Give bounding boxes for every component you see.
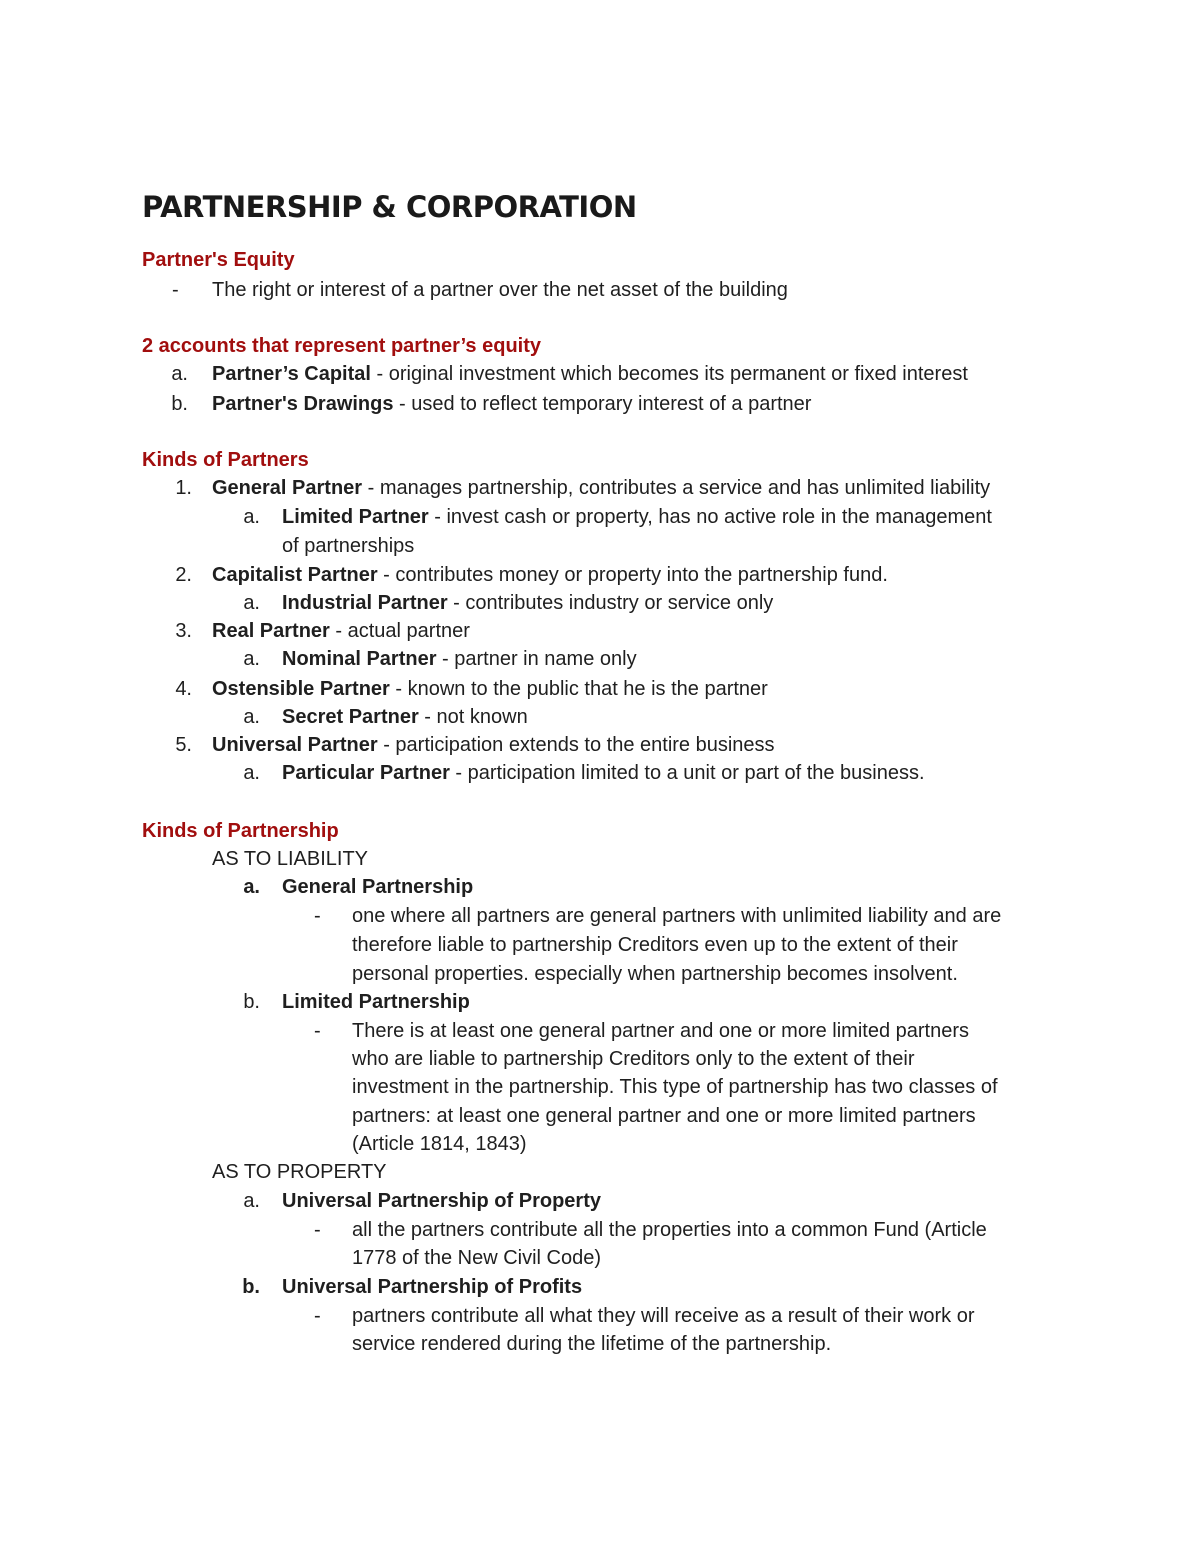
list-bullet: -	[172, 279, 179, 301]
list-marker: 1.	[175, 477, 192, 499]
term: Limited Partner	[282, 506, 429, 528]
list-item-limited-partner	[282, 503, 992, 531]
description: - not known	[418, 706, 528, 728]
list-bullet: -	[314, 1020, 321, 1042]
subsection-label-property: AS TO PROPERTY	[212, 1161, 387, 1183]
term: Real Partner	[212, 620, 330, 642]
section-heading-accounts: 2 accounts that represent partner’s equity	[142, 335, 542, 357]
term: Capitalist Partner	[212, 564, 378, 586]
page-title: PARTNERSHIP & CORPORATION	[142, 190, 637, 224]
description-line: all the partners contribute all the properties into a common Fund (Article	[352, 1219, 987, 1241]
term: Universal Partner	[212, 734, 378, 756]
list-item-general-partnership: General Partnership	[282, 876, 474, 898]
list-item-universal-partner	[212, 731, 775, 759]
list-marker: a.	[243, 1190, 260, 1212]
list-bullet: -	[314, 1305, 321, 1327]
term: Partner’s Capital	[212, 363, 371, 385]
description-continued: of partnerships	[282, 535, 415, 557]
list-marker: a.	[243, 592, 260, 614]
list-marker: 5.	[175, 734, 192, 756]
list-item-general-partner	[212, 474, 990, 502]
list-marker: b.	[242, 1276, 260, 1298]
subsection-label-liability: AS TO LIABILITY	[212, 848, 368, 870]
term: Secret Partner	[282, 706, 419, 728]
list-item-universal-partnership-profits: Universal Partnership of Profits	[282, 1276, 583, 1298]
description-line: service rendered during the lifetime of the partnership.	[352, 1333, 832, 1355]
list-item-industrial-partner	[282, 589, 773, 617]
list-item-capitalist-partner	[212, 561, 888, 589]
description-line: therefore liable to partnership Creditors even up to the extent of their	[352, 934, 958, 956]
list-marker: a.	[243, 876, 260, 898]
description-line: 1778 of the New Civil Code)	[352, 1247, 602, 1269]
description-line: investment in the partnership. This type of partnership has two classes of	[352, 1076, 998, 1098]
description-line: There is at least one general partner and one or more limited partners	[352, 1020, 970, 1042]
description-line: who are liable to partnership Creditors only to the extent of their	[352, 1048, 915, 1070]
list-item-universal-partnership-property: Universal Partnership of Property	[282, 1190, 601, 1212]
term: Ostensible Partner	[212, 678, 390, 700]
list-item-particular-partner	[282, 759, 925, 787]
description: - contributes money or property into the partnership fund.	[377, 564, 888, 586]
list-item-limited-partnership: Limited Partnership	[282, 991, 470, 1013]
description: - participation limited to a unit or part of the business.	[449, 762, 925, 784]
list-marker: b.	[243, 991, 260, 1013]
list-marker: a.	[243, 648, 260, 670]
description: - contributes industry or service only	[447, 592, 774, 614]
term: Partner's Drawings	[212, 393, 394, 415]
list-item-ostensible-partner	[212, 675, 768, 703]
list-marker: b.	[171, 393, 188, 415]
description: - original investment which becomes its permanent or fixed interest	[370, 363, 968, 385]
description: - invest cash or property, has no active role in the management	[428, 506, 992, 528]
term: Industrial Partner	[282, 592, 448, 614]
description: - used to reflect temporary interest of a partner	[393, 393, 812, 415]
term: Nominal Partner	[282, 648, 437, 670]
list-item-secret-partner	[282, 703, 528, 731]
list-bullet: -	[314, 905, 321, 927]
section-heading-kinds-of-partners: Kinds of Partners	[142, 449, 309, 471]
equity-definition: The right or interest of a partner over the net asset of the building	[212, 279, 788, 301]
description-line: partners contribute all what they will receive as a result of their work or	[352, 1305, 975, 1327]
section-heading-kinds-of-partnership: Kinds of Partnership	[142, 820, 339, 842]
list-marker: a.	[171, 363, 188, 385]
list-bullet: -	[314, 1219, 321, 1241]
list-marker: a.	[243, 506, 260, 528]
description-line: partners: at least one general partner and one or more limited partners	[352, 1105, 976, 1127]
list-item-partners-drawings	[212, 390, 811, 418]
description-line: one where all partners are general partners with unlimited liability and are	[352, 905, 1002, 927]
list-marker: 3.	[175, 620, 192, 642]
description: - manages partnership, contributes a service and has unlimited liability	[362, 477, 991, 499]
description: - partner in name only	[436, 648, 637, 670]
term: Particular Partner	[282, 762, 450, 784]
section-heading-partners-equity: Partner's Equity	[142, 249, 295, 271]
list-marker: 2.	[175, 564, 192, 586]
list-item-partners-capital	[212, 360, 968, 388]
description-line: (Article 1814, 1843)	[352, 1133, 527, 1155]
list-marker: a.	[243, 706, 260, 728]
description: - known to the public that he is the partner	[389, 678, 768, 700]
description-line: personal properties. especially when partnership becomes insolvent.	[352, 963, 958, 985]
list-item-nominal-partner	[282, 645, 637, 673]
list-item-real-partner	[212, 617, 470, 645]
description: - participation extends to the entire business	[377, 734, 775, 756]
description: - actual partner	[329, 620, 470, 642]
term: General Partner	[212, 477, 363, 499]
list-marker: a.	[243, 762, 260, 784]
list-marker: 4.	[175, 678, 192, 700]
